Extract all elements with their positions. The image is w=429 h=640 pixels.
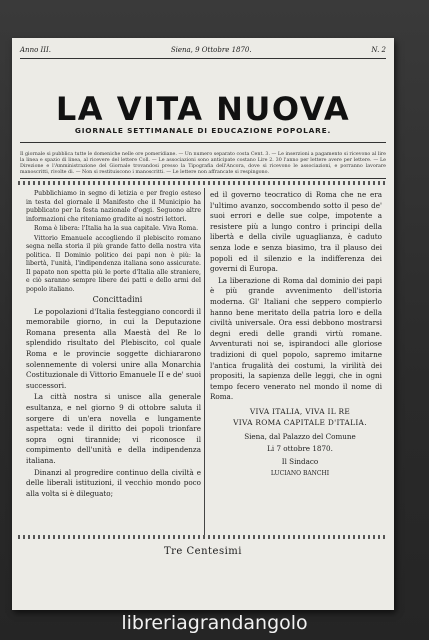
paragraph: La città nostra si unisce alla generale esultanza, e nel giorno 9 di ottobre saluta il sorgere di un'era novella e lungamente aspettata: vede il diritto dei popoli trionfare sopra ogni tirannide; vi riconosce il compimento dell'unità e della indipendenza italiana. [26,392,201,465]
top-ornament [18,181,388,185]
paragraph: Le popolazioni d'Italia festeggiano concordi il memorabile giorno, in cui la Deputazione Romana presenta alla Maestà del Re lo splendido risultato del Plebiscito, col quale Roma e le provincie soggette dichiararono solennemente di volersi unire alla Monarchia Costituzionale di Vittorio Emanuele II e de' suoi successori. [26,306,201,390]
price-footer: Tre Centesimi [163,546,242,557]
left-column [26,190,201,500]
column-divider [204,188,205,538]
cheer-line-2: VIVA ROMA CAPITALE D'ITALIA. [233,418,367,428]
issue-date: Siena, 9 Ottobre 1870. [170,46,252,54]
signature-name: LUCIANO BANCHI [270,469,330,477]
top-rule [20,58,386,59]
cheer-line-1: VIVA ITALIA, VIVA IL RE [249,406,351,416]
paragraph: La liberazione di Roma dal dominio dei papi è più grande avvenimento dell'istoria moderna. Gl' Italiani che seppero compierlo hanno bene meritato della patria loro e della civiltà universale. Ora essi debbono mostrarsi degni eredi delle grandi virtù romane. Avventurati noi se, ispirandoci alle gloriose tradizioni di quel popolo, sapremo imitarne l'antica frugalità dei costumi, la virilità dei propositi, la sapienza delle leggi, che in ogni tempo fecero venerato nel mondo il nome di Roma. [210,275,382,402]
paragraph: Dinanzi al progredire continuo della civiltà e delle liberali istituzioni, il vecchio mondo poco alla volta si è dileguato; [26,467,201,498]
section-heading: Concittadini [92,295,143,304]
newspaper-page [12,38,394,610]
right-column [210,190,382,480]
issue-line [20,46,386,54]
issue-number: N. 2 [371,46,386,54]
newspaper-title: LA VITA NUOVA [55,90,351,128]
paragraph: ed il governo teocratico di Roma che ne era l'ultimo avanzo, soccombendo sotto il peso de' suoi errori e delle sue colpe, impotente a resistere più a lungo contro i principi della libertà e della civile uguaglianza, è caduto senza lode e senza biasimo, tra il plauso dei popoli ed il silenzio e la indifferenza dei governi di Europa. [210,190,382,274]
issue-year: Anno III. [20,46,52,54]
subtitle-rule [20,142,386,143]
publication-notice: Il giornale si pubblica tutte le domeniche nelle ore pomeridiane. — Un numero separato costa Cent. 3. — Le inserzioni a pagamento si ricevono al lire la linea e spazio di linea, al ricevere del lettere Coll. — Le associazioni sono anticipate costano Lire 2. 30 l'anno per lettere avere per lettere. — Le Direzione e l'Amministrazione del Giornale trovandosi presso la Tipografia dell'Ancora, dove si ricevono le associazioni, e porranno lavorare manoscritti, rivolte di. — Non si restituiscono i manoscritti. — Le lettere non affrancate si respingono. [20,152,386,175]
newspaper-subtitle: GIORNALE SETTIMANALE DI EDUCAZIONE POPOLARE. [74,126,332,135]
intro-text-2: Roma è libera: l'Italia ha la sua capitale. Viva Roma. [34,225,199,232]
signature-title: Il Sindaco [281,457,319,467]
intro-text: Pubblichiamo in segno di letizia e per fregio esteso in testa del giornale il Manifesto che il Municipio ha pubblicato per la festa nazionale d'oggi. Seguono altre informazioni che riteniamo gradite ai nostri lettori. [26,190,201,223]
bottom-ornament [18,535,388,539]
place-line: Siena, dal Palazzo del Comune [244,432,356,442]
notice-rule [20,178,386,179]
intro-text-3: Vittorio Emanuele accogliendo il plebiscito romano segna nella storia il più grande fatto della nostra vita politica. Il Dominio politico dei papi non è più: la libertà, l'unità, l'indipendenza italiana sono assicurate. Il papato non spetta più le porte d'Italia alle straniere, e ciò saranno sempre libere dei patti e dello armi del popolo italiano. [26,234,201,293]
place-date: Li 7 ottobre 1870. [267,443,333,453]
watermark-text: libreriagrandangolo [121,612,308,634]
